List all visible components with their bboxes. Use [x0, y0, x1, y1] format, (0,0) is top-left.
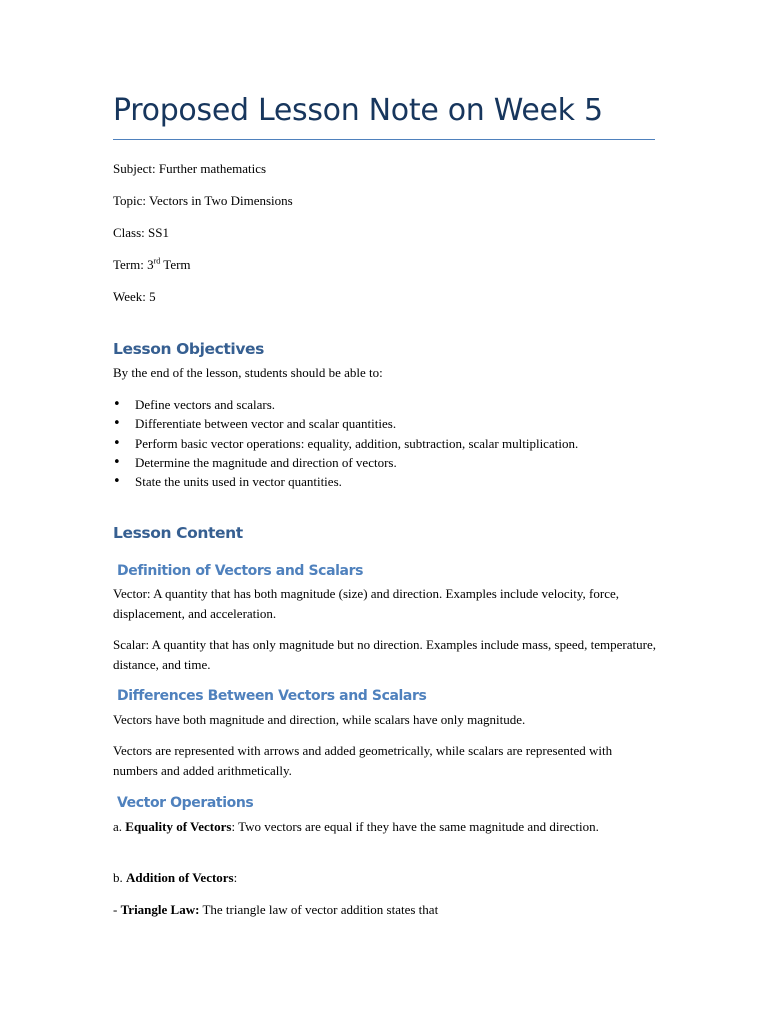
equality-term: Equality of Vectors — [125, 819, 232, 834]
term-suffix: Term — [160, 257, 191, 272]
content-heading: Lesson Content — [113, 524, 243, 542]
objective-text: Differentiate between vector and scalar quantities. — [135, 416, 397, 432]
title-underline — [113, 139, 655, 140]
differences-paragraph-1: Vectors have both magnitude and direction, while scalars have only magnitude. — [113, 712, 526, 727]
objectives-intro: By the end of the lesson, students should be able to: — [113, 365, 383, 380]
topic-line: Topic: Vectors in Two Dimensions — [113, 193, 293, 208]
objective-text: Determine the magnitude and direction of vectors. — [135, 454, 397, 470]
differences-heading: Differences Between Vectors and Scalars — [117, 688, 427, 704]
equality-text: : Two vectors are equal if they have the same magnitude and direction. — [231, 819, 599, 834]
document-title: Proposed Lesson Note on Week 5 — [113, 93, 603, 128]
equality-prefix: a. — [113, 819, 126, 834]
week-line: Week: 5 — [113, 289, 156, 304]
list-item — [113, 453, 578, 472]
triangle-law-paragraph — [113, 900, 438, 919]
objective-text: Define vectors and scalars. — [135, 397, 276, 412]
objective-text: Perform basic vector operations: equality, addition, subtraction, scalar multiplication. — [135, 435, 579, 451]
definition-heading: Definition of Vectors and Scalars — [117, 563, 364, 579]
list-item — [113, 414, 578, 433]
operations-heading: Vector Operations — [117, 795, 254, 811]
addition-prefix: b. — [113, 870, 126, 885]
term-line — [113, 255, 191, 274]
addition-paragraph — [113, 868, 237, 887]
triangle-prefix: - — [113, 902, 121, 917]
vector-definition: Vector: A quantity that has both magnitude (size) and direction. Examples include velocity, force, displacement, and acceleration. — [113, 586, 620, 621]
differences-paragraph-2: Vectors are represented with arrows and added geometrically, while scalars are represented with numbers and added arithmetically. — [113, 743, 613, 778]
addition-term: Addition of Vectors — [126, 870, 234, 885]
list-item — [113, 395, 578, 414]
bullet-icon: • — [113, 435, 121, 451]
objectives-list — [113, 395, 578, 491]
bullet-icon: • — [113, 416, 121, 432]
scalar-definition: Scalar: A quantity that has only magnitude but no direction. Examples include mass, speed, temperature, distance, and time. — [113, 637, 656, 672]
addition-text: : — [233, 870, 238, 885]
term-prefix: Term: 3 — [113, 257, 154, 272]
objective-text: State the units used in vector quantities. — [135, 474, 342, 490]
term-superscript: rd — [153, 256, 161, 266]
triangle-law-term: Triangle Law: — [120, 902, 200, 917]
triangle-law-text: The triangle law of vector addition states that — [199, 902, 439, 917]
list-item — [113, 434, 578, 453]
bullet-icon: • — [113, 474, 121, 490]
equality-paragraph — [113, 817, 658, 837]
bullet-icon: • — [113, 454, 121, 470]
objectives-heading: Lesson Objectives — [113, 340, 264, 358]
list-item — [113, 472, 578, 491]
bullet-icon: • — [113, 397, 121, 412]
class-line: Class: SS1 — [113, 225, 169, 240]
subject-line: Subject: Further mathematics — [113, 161, 267, 176]
